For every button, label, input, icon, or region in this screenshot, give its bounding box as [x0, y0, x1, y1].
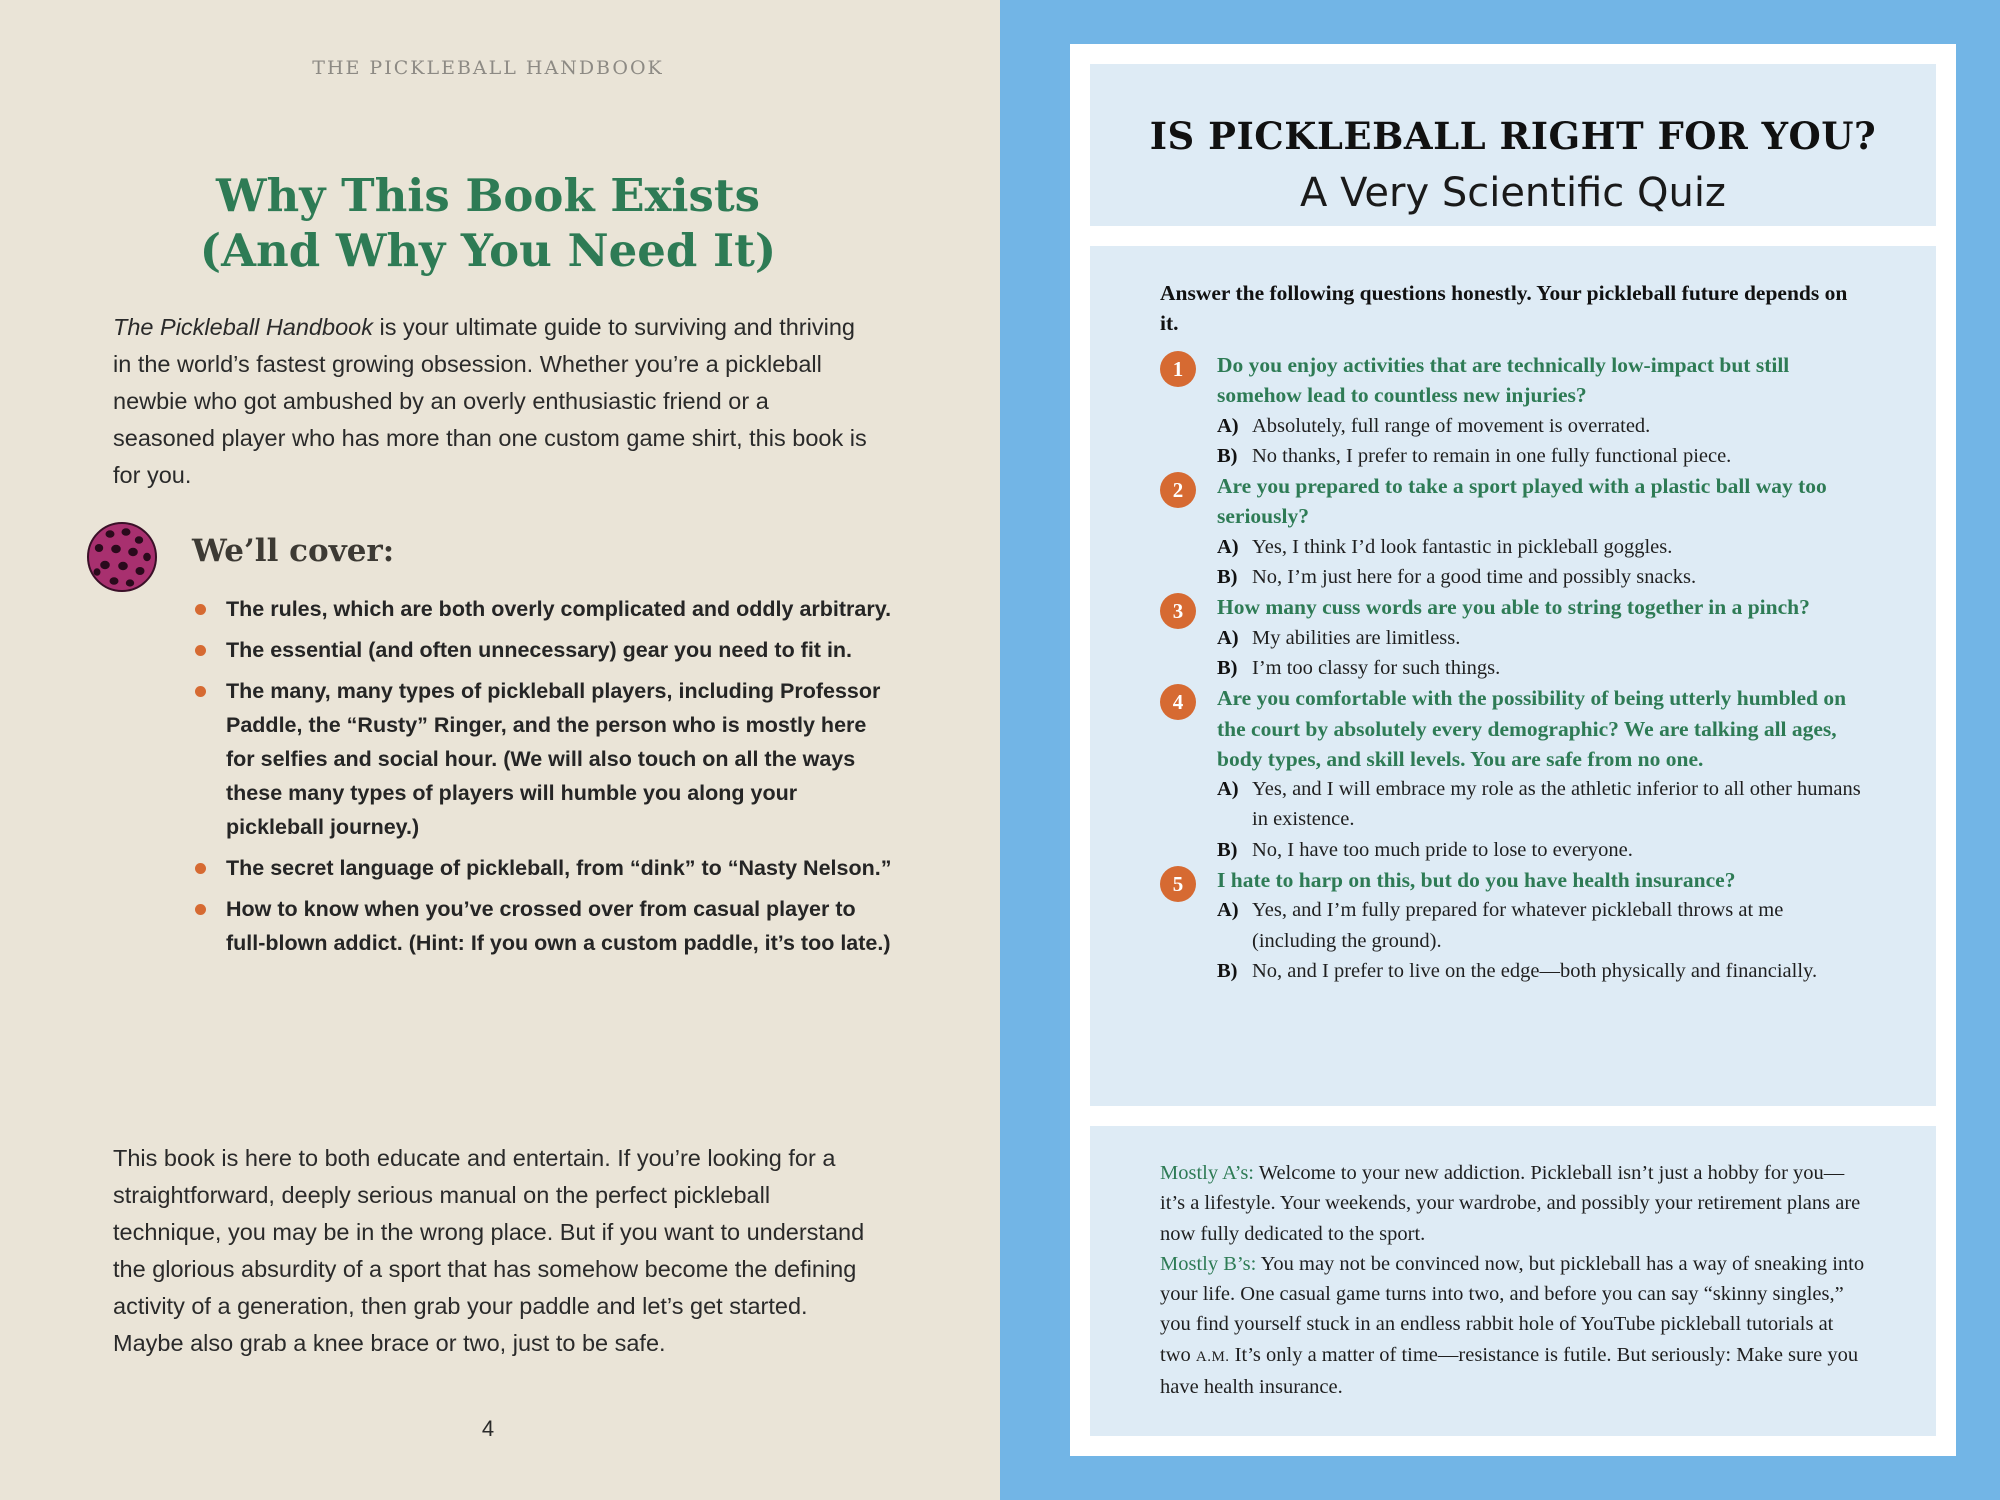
pickleball-icon: [86, 521, 158, 593]
answer-text: No, and I prefer to live on the edge—both physically and financially.: [1252, 959, 1818, 982]
question-5: [1160, 865, 1866, 986]
answer-option: [1217, 623, 1866, 653]
result-text-end: It’s only a matter of time—resistance is futile. But seriously: Make sure you have health insurance.: [1160, 1343, 1859, 1399]
question-text: I hate to harp on this, but do you have health insurance?: [1217, 868, 1736, 893]
answer-option: [1217, 774, 1866, 835]
list-item: [192, 592, 892, 626]
answer-letter: B): [1217, 656, 1238, 679]
quiz-title-panel: [1090, 64, 1936, 226]
book-title-italic: The Pickleball Handbook: [113, 314, 373, 340]
result-label: Mostly A’s:: [1160, 1162, 1254, 1184]
list-item-text: The secret language of pickleball, from “dink” to “Nasty Nelson.”: [226, 856, 892, 880]
bullet-icon: [195, 604, 206, 615]
question-1: [1160, 350, 1866, 471]
question-number-badge: 4: [1160, 684, 1196, 720]
question-text: Are you prepared to take a sport played with a plastic ball way too seriously?: [1217, 474, 1827, 529]
list-item: [192, 674, 892, 844]
answer-option: [1217, 532, 1866, 562]
question-2: [1160, 471, 1866, 592]
page-title: [0, 168, 976, 278]
answer-text: No, I have too much pride to lose to everyone.: [1252, 838, 1633, 861]
question-text: Are you comfortable with the possibility of being utterly humbled on the court by absolutely every demographic? We are talking all ages, body types, and skill levels. You are safe from no one.: [1217, 686, 1847, 771]
list-item: [192, 892, 892, 960]
answer-option: [1217, 653, 1866, 683]
result-mostly-b: [1160, 1249, 1866, 1402]
answer-option: [1217, 411, 1866, 441]
question-number-badge: 2: [1160, 472, 1196, 508]
answer-letter: A): [1217, 535, 1239, 558]
bullet-icon: [195, 863, 206, 874]
question-list: [1160, 350, 1866, 986]
running-head: THE PICKLEBALL HANDBOOK: [312, 57, 664, 79]
question-number-badge: 1: [1160, 351, 1196, 387]
answer-letter: B): [1217, 444, 1238, 467]
answer-letter: A): [1217, 899, 1239, 922]
question-text: Do you enjoy activities that are technically low-impact but still somehow lead to countless new injuries?: [1217, 353, 1790, 408]
answer-option: [1217, 441, 1866, 471]
title-line-1: Why This Book Exists: [216, 169, 760, 222]
quiz-frame: [1070, 44, 1956, 1456]
list-item-text: How to know when you’ve crossed over from casual player to full-blown addict. (Hint: If you own a custom paddle, it’s too late.): [226, 897, 891, 955]
answer-text: Absolutely, full range of movement is overrated.: [1252, 414, 1651, 437]
intro-text: is your ultimate guide to surviving and thriving in the world’s fastest growing obsession. Whether you’re a pickleball newbie who got ambushed by an overly enthusiastic friend or a seasoned player who has more than one custom game shirt, this book is for you.: [113, 314, 867, 488]
cover-list: [192, 592, 892, 967]
answer-text: I’m too classy for such things.: [1252, 656, 1501, 679]
question-text: How many cuss words are you able to string together in a pinch?: [1217, 595, 1810, 620]
quiz-subtitle: A Very Scientific Quiz: [1300, 170, 1726, 216]
answer-option: [1217, 895, 1866, 956]
answer-option: [1217, 835, 1866, 865]
page-number: 4: [481, 1416, 495, 1441]
quiz-results-panel: [1090, 1126, 1936, 1436]
question-number-badge: 3: [1160, 593, 1196, 629]
title-line-2: (And Why You Need It): [199, 224, 777, 277]
bullet-icon: [195, 645, 206, 656]
question-number-badge: 5: [1160, 866, 1196, 902]
result-label: Mostly B’s:: [1160, 1252, 1257, 1275]
quiz-title: IS PICKLEBALL RIGHT FOR YOU?: [1149, 114, 1877, 158]
answer-text: Yes, and I will embrace my role as the athletic inferior to all other humans in existence.: [1252, 778, 1861, 831]
list-item-text: The many, many types of pickleball players, including Professor Paddle, the “Rusty” Ringer, and the person who is mostly here for selfies and social hour. (We will also touch on all the ways these many types of players will humble you along your pickleball journey.): [226, 679, 881, 839]
outro-paragraph: This book is here to both educate and entertain. If you’re looking for a straightforward, deeply serious manual on the perfect pickleball technique, you may be in the wrong place. But if you want to understand the glorious absurdity of a sport that has somehow become the defining activity of a generation, then grab your paddle and let’s get started. Maybe also grab a knee brace or two, just to be safe.: [113, 1145, 865, 1356]
bullet-icon: [195, 904, 206, 915]
intro-paragraph: [113, 309, 873, 494]
answer-letter: A): [1217, 778, 1239, 801]
answer-text: No thanks, I prefer to remain in one fully functional piece.: [1252, 444, 1732, 467]
bullet-icon: [195, 686, 206, 697]
right-page: [1000, 0, 2000, 1500]
answer-option: [1217, 562, 1866, 592]
list-item: [192, 633, 892, 667]
answer-text: Yes, and I’m fully prepared for whatever pickleball throws at me (including the ground).: [1252, 899, 1784, 952]
list-item-text: The rules, which are both overly complicated and oddly arbitrary.: [226, 597, 892, 621]
result-text: Welcome to your new addiction. Pickleball isn’t just a hobby for you—it’s a lifestyle. Your weekends, your wardrobe, and possibly your retirement plans are now fully dedicated to the sport.: [1160, 1162, 1861, 1245]
quiz-intro: Answer the following questions honestly. Your pickleball future depends on it.: [1160, 281, 1848, 335]
answer-text: My abilities are limitless.: [1252, 626, 1461, 649]
answer-letter: B): [1217, 566, 1238, 589]
quiz-questions-panel: [1090, 246, 1936, 1106]
result-text: You may not be convinced now, but pickleball has a way of sneaking into your life. One casual game turns into two, and before you can say “skinny singles,” you find yourself stuck in an endless rabbit hole of YouTube pickleball tutorials at two: [1160, 1252, 1865, 1366]
list-item: [192, 851, 892, 885]
question-4: [1160, 683, 1866, 865]
result-mostly-a: [1160, 1158, 1866, 1249]
answer-letter: B): [1217, 959, 1238, 982]
answer-text: No, I’m just here for a good time and possibly snacks.: [1252, 566, 1697, 589]
answer-letter: A): [1217, 626, 1239, 649]
answer-option: [1217, 956, 1866, 986]
answer-letter: B): [1217, 838, 1238, 861]
cover-heading: We’ll cover:: [192, 533, 395, 569]
answer-letter: A): [1217, 414, 1239, 437]
question-3: [1160, 592, 1866, 683]
answer-text: Yes, I think I’d look fantastic in pickleball goggles.: [1252, 535, 1673, 558]
time-abbreviation: A.M.: [1195, 1348, 1230, 1365]
list-item-text: The essential (and often unnecessary) gear you need to fit in.: [226, 638, 853, 662]
